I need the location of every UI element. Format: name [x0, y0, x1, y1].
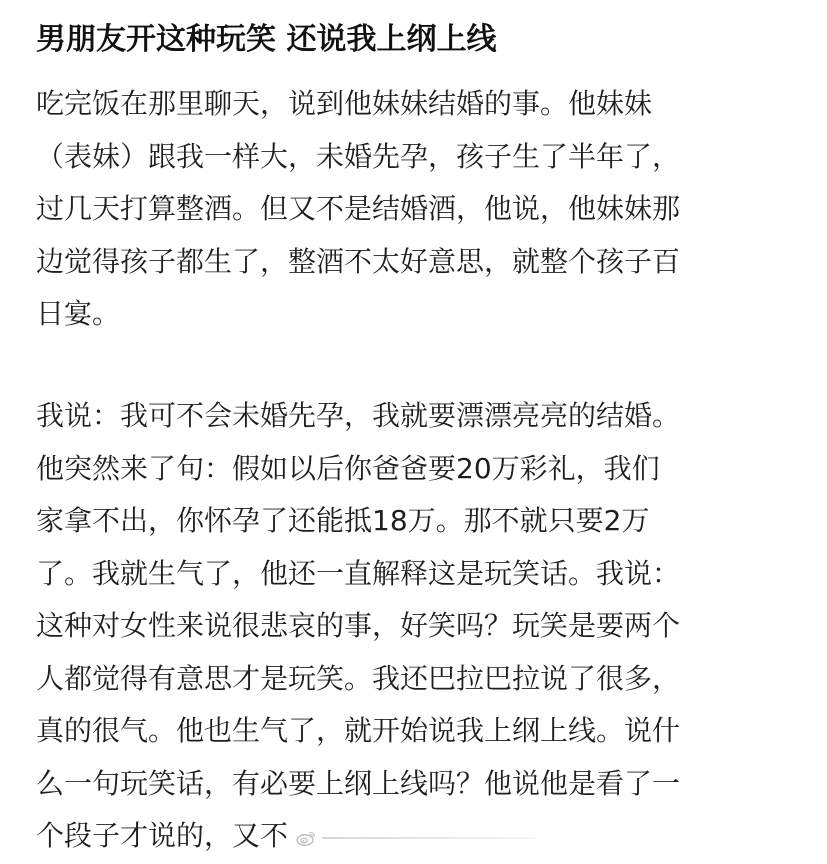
post-title: 男朋友开这种玩笑 还说我上纲上线 — [36, 22, 497, 57]
paragraph-2-line: 么一句玩笑话，有必要上纲上线吗？他说他是看了一 — [36, 766, 681, 800]
paragraph-1-line: 吃完饭在那里聊天，说到他妹妹结婚的事。他妹妹 — [36, 87, 653, 120]
paragraph-2-line: 他突然来了句：假如以后你爸爸要20万彩礼，我们 — [36, 451, 660, 485]
paragraph-1-line: 边觉得孩子都生了，整酒不太好意思，就整个孩子百 — [36, 244, 681, 278]
paragraph-1-line: （表妹）跟我一样大，未婚先孕，孩子生了半年了， — [36, 139, 681, 173]
paragraph-2-line: 我说：我可不会未婚先孕，我就要漂漂亮亮的结婚。 — [36, 399, 681, 432]
paragraph-2-last-line: 个段子才说的，又不 — [36, 819, 289, 852]
paragraph-1-line: 过几天打算整酒。但又不是结婚酒，他说，他妹妹那 — [36, 192, 681, 225]
paragraph-2-line: 了。我就生气了，他还一直解释这是玩笑话。我说： — [36, 556, 681, 590]
paragraph-1 — [36, 78, 796, 341]
paragraph-2-line: 人都觉得有意思才是玩笑。我还巴拉巴拉说了很多， — [36, 661, 681, 695]
paragraph-2-line: 这种对女性来说很悲哀的事，好笑吗？玩笑是要两个 — [36, 609, 681, 642]
paragraph-2-line: 真的很气。他也生气了，就开始说我上纲上线。说什 — [36, 714, 681, 747]
paragraph-1-line: 日宴。 — [36, 297, 121, 330]
watermark-handle-blur — [322, 837, 536, 839]
paragraph-2-line: 家拿不出，你怀孕了还能抵18万。那不就只要2万 — [36, 504, 650, 537]
watermark — [296, 829, 536, 847]
paragraph-2 — [36, 390, 796, 863]
weibo-logo-icon — [296, 830, 316, 846]
